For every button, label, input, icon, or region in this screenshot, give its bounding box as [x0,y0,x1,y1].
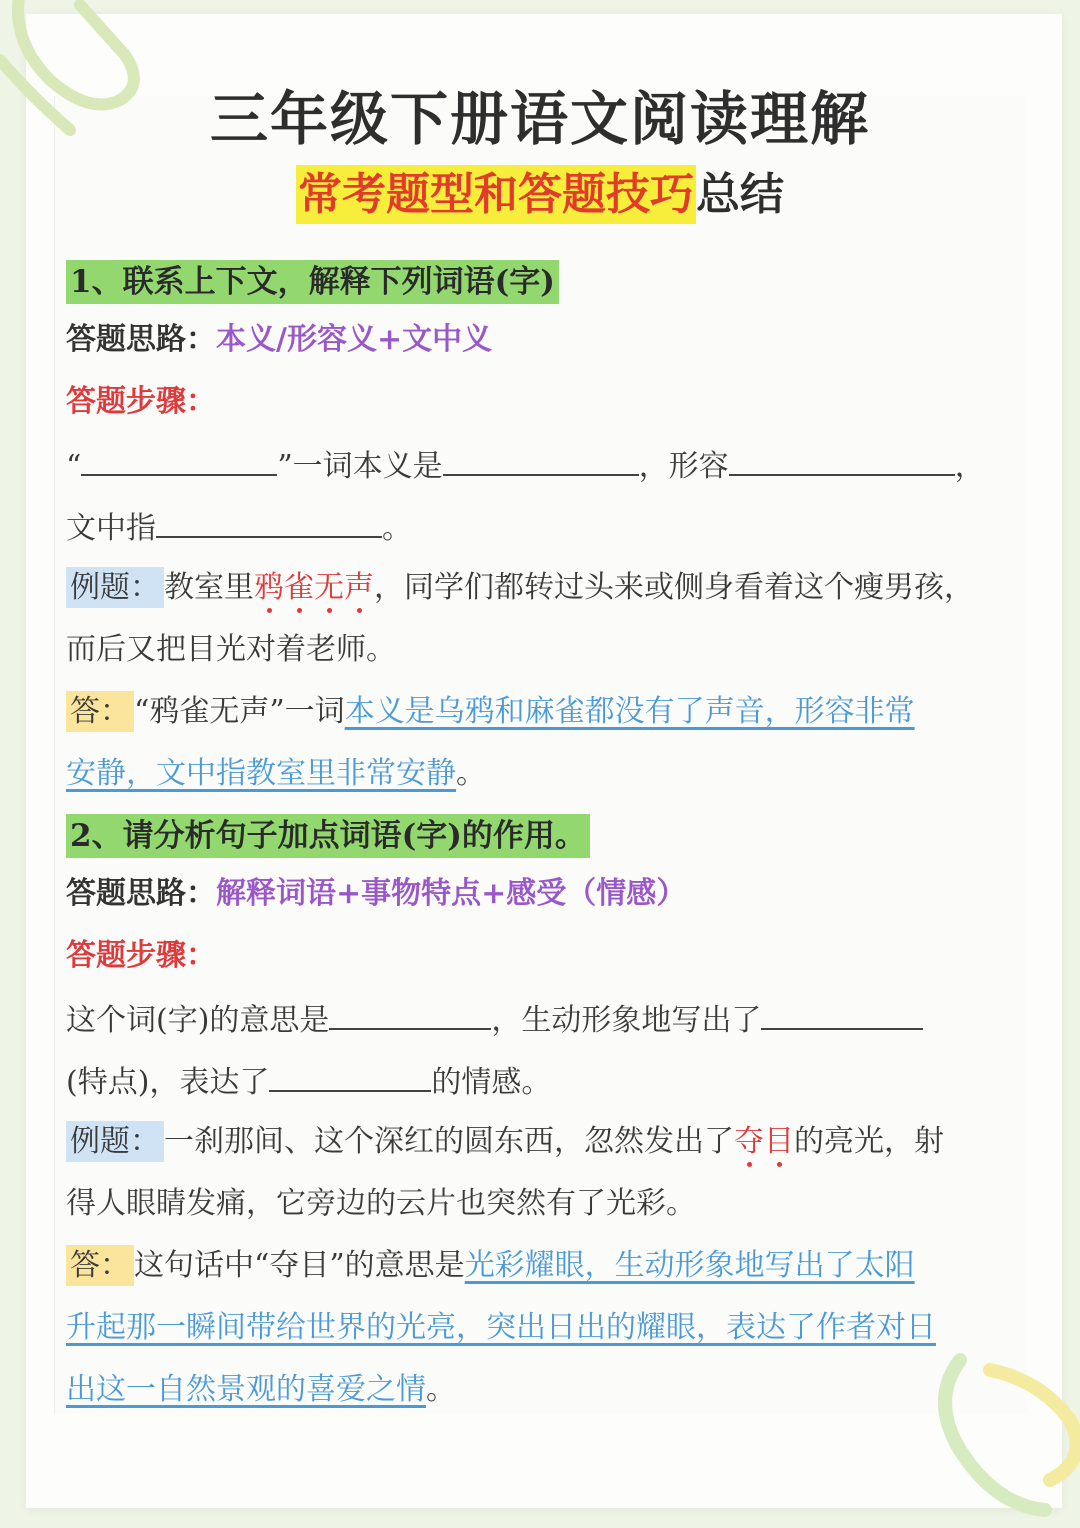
keyword-char: 声 [344,570,374,605]
idea-label: 答题思路： [66,876,216,911]
fill-blank [156,506,382,538]
fill-blank [81,444,277,476]
section-2-idea [66,874,686,914]
steps-label: 答题步骤： [66,384,216,419]
example-label: 例题： [66,567,164,608]
answer-label: 答： [66,691,134,732]
section-2-answer-line-2 [66,1308,936,1348]
idea-label: 答题思路： [66,322,216,357]
section-2-heading: 2、请分析句子加点词语(字)的作用。 [66,814,590,858]
answer-underlined-text: 安静，文中指教室里非常安静 [66,756,456,791]
template-text: 这个词(字)的意思是 [66,1003,330,1038]
subtitle-highlight: 常考题型和答题技巧 [296,165,696,224]
idea-text: 解释词语+事物特点+感受（情感） [216,876,687,911]
fill-blank [329,998,491,1030]
answer-underlined-text: 本义是乌鸦和麻雀都没有了声音，形容非常 [344,694,915,729]
answer-text: 。 [426,1372,456,1407]
section-1-answer-line-1 [66,692,915,732]
answer-text: 。 [456,756,486,791]
template-text: 。 [382,511,412,546]
section-2-answer-line-3 [66,1370,456,1410]
template-text: ， [954,449,985,484]
section-2-steps-label [66,936,216,976]
example-label: 例题： [66,1121,164,1162]
fill-blank [443,444,639,476]
section-2-heading-row [66,816,590,857]
template-text: “ [66,449,82,484]
template-text: ，生动形象地写出了 [491,1003,762,1038]
section-2-example-line-1 [66,1122,944,1162]
section-1-template-line-1 [66,444,985,487]
section-1-heading-row [66,262,559,303]
section-2-answer-line-1 [66,1246,915,1286]
template-text: ”一词本义是 [277,449,443,484]
section-1-example-line-1 [66,568,974,608]
section-2-example-line-2 [66,1184,696,1224]
section-1-heading: 1、联系上下文，解释下列词语(字) [66,260,559,304]
answer-underlined-text: 出这一自然景观的喜爱之情 [66,1372,426,1407]
example-text: 得人眼睛发痛，它旁边的云片也突然有了光彩。 [66,1186,696,1221]
template-text: ，形容 [638,449,729,484]
template-text: 文中指 [66,511,156,546]
keyword-char: 无 [314,570,344,605]
example-text: ，同学们都转过头来或侧身看着这个瘦男孩， [374,570,974,605]
section-2-template-line-1 [66,998,923,1041]
section-1-answer-line-2 [66,754,486,794]
section-1-steps-label [66,382,216,422]
keyword-char: 目 [764,1124,794,1159]
example-text: 一刹那间、这个深红的圆东西，忽然发出了 [164,1124,734,1159]
answer-underlined-text: 光彩耀眼，生动形象地写出了太阳 [464,1248,915,1283]
example-text: 的亮光，射 [794,1124,944,1159]
answer-text: 这句话中“夺目”的意思是 [134,1248,465,1283]
steps-label: 答题步骤： [66,938,216,973]
keyword-char: 夺 [734,1124,764,1159]
example-text: 教室里 [164,570,254,605]
section-2-template-line-2 [66,1060,551,1103]
keyword-char: 鸦 [254,570,284,605]
section-1-template-line-2 [66,506,412,549]
page-subtitle [0,158,1080,222]
fill-blank [269,1060,431,1092]
fill-blank [761,998,923,1030]
section-1-example-line-2 [66,630,396,670]
template-text: (特点)，表达了 [66,1065,270,1100]
subtitle-rest: 总结 [696,169,784,220]
answer-text: “鸦雀无声”一词 [134,694,345,729]
idea-text: 本义/形容义+文中义 [216,322,493,357]
answer-label: 答： [66,1245,134,1286]
answer-underlined-text: 升起那一瞬间带给世界的光亮，突出日出的耀眼，表达了作者对日 [66,1310,936,1345]
page-title: 三年级下册语文阅读理解 [209,85,870,153]
section-1-idea [66,320,492,360]
keyword-char: 雀 [284,570,314,605]
fill-blank [729,444,955,476]
template-text: 的情感。 [431,1065,552,1100]
example-text: 而后又把目光对着老师。 [66,632,396,667]
